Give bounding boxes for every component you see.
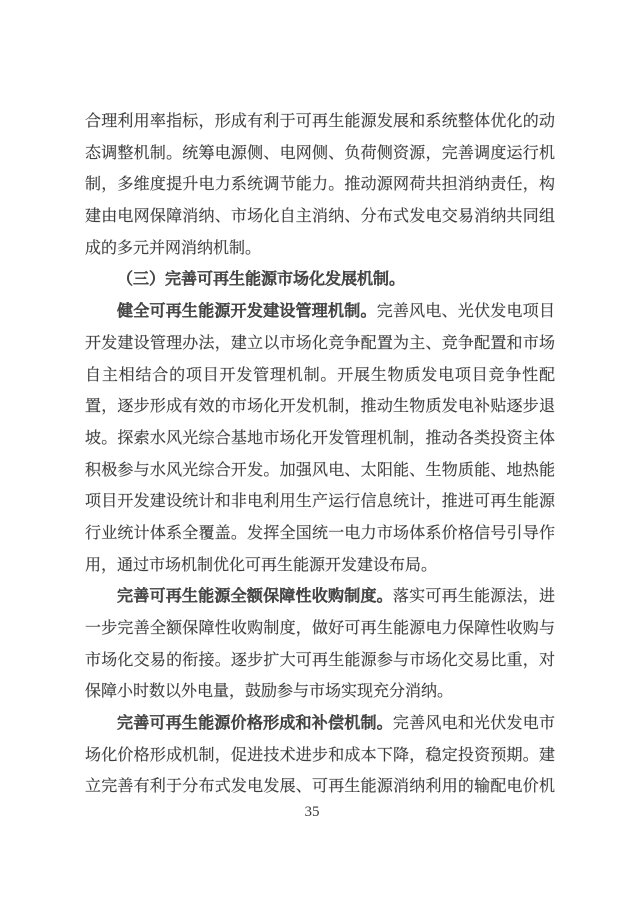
text-line: [85, 518, 555, 550]
text-line: [85, 233, 555, 265]
text-segment: 合理利用率指标，形成有利于可再生能源发展和系统整体优化的动: [85, 113, 555, 130]
text-segment: 态调整机制。统筹电源侧、电网侧、负荷侧资源，完善调度运行机: [85, 144, 555, 162]
text-segment: 制，多维度提升电力系统调节能力。推动源网荷共担消纳责任，构: [85, 176, 555, 194]
text-line: [85, 581, 555, 613]
text-segment: 完善风电、光伏发电项目: [376, 303, 555, 321]
text-line: [85, 708, 555, 740]
text-segment: 完善风电和光伏发电市: [392, 715, 555, 733]
text-segment: 用，通过市场机制优化可再生能源开发建设布局。: [85, 556, 438, 574]
text-segment: 项目开发建设统计和非电利用生产运行信息统计，推进可再生能源: [85, 493, 555, 511]
emphasized-text-segment: （三）完善可再生能源市场化发展机制。: [117, 271, 406, 289]
emphasized-text-segment: 完善可再生能源价格形成和补偿机制。: [117, 715, 393, 733]
text-segment: 保障小时数以外电量，鼓励参与市场实现充分消纳。: [85, 683, 454, 701]
emphasized-text-segment: 健全可再生能源开发建设管理机制。: [117, 303, 377, 321]
text-line: [85, 360, 555, 392]
text-line: [85, 423, 555, 455]
text-line: [85, 296, 555, 328]
text-segment: 行业统计体系全覆盖。发挥全国统一电力市场体系价格信号引导作: [85, 524, 555, 542]
text-line: [85, 201, 555, 233]
text-line: [85, 486, 555, 518]
text-segment: 置，逐步形成有效的市场化开发机制，推动生物质发电补贴逐步退: [85, 398, 555, 416]
text-segment: 立完善有利于分布式发电发展、可再生能源消纳利用的输配电价机: [85, 778, 555, 796]
text-segment: 一步完善全额保障性收购制度，做好可再生能源电力保障性收购与: [85, 620, 555, 637]
text-line: [85, 264, 555, 296]
text-segment: 自主相结合的项目开发管理机制。开展生物质发电项目竞争性配: [85, 366, 555, 384]
text-line: [85, 169, 555, 201]
text-segment: 坡。探索水风光综合基地市场化开发管理机制，推动各类投资主体: [85, 429, 555, 447]
text-line: [85, 455, 555, 487]
text-line: [85, 645, 555, 677]
text-segment: 成的多元并网消纳机制。: [85, 239, 262, 257]
text-line: [85, 328, 555, 360]
page-number: 35: [304, 804, 320, 820]
emphasized-text-segment: 完善可再生能源全额保障性收购制度。: [117, 588, 393, 606]
text-line: [85, 391, 555, 423]
text-line: [85, 740, 555, 772]
text-line: [85, 771, 555, 803]
text-segment: 落实可再生能源法，进: [392, 588, 555, 606]
text-segment: 建由电网保障消纳、市场化自主消纳、分布式发电交易消纳共同组: [85, 208, 555, 226]
text-segment: 开发建设管理办法，建立以市场化竞争配置为主、竞争配置和市场: [85, 334, 555, 352]
text-block: [85, 106, 555, 803]
text-line: [85, 676, 555, 708]
text-segment: 积极参与水风光综合开发。加强风电、太阳能、生物质能、地热能: [85, 461, 555, 479]
text-line: [85, 138, 555, 170]
text-line: [85, 550, 555, 582]
text-line: [85, 613, 555, 645]
text-segment: 场化价格形成机制，促进技术进步和成本下降，稳定投资预期。建: [85, 746, 555, 764]
text-segment: 市场化交易的衔接。逐步扩大可再生能源参与市场化交易比重，对: [85, 651, 555, 669]
text-line: [85, 106, 555, 138]
